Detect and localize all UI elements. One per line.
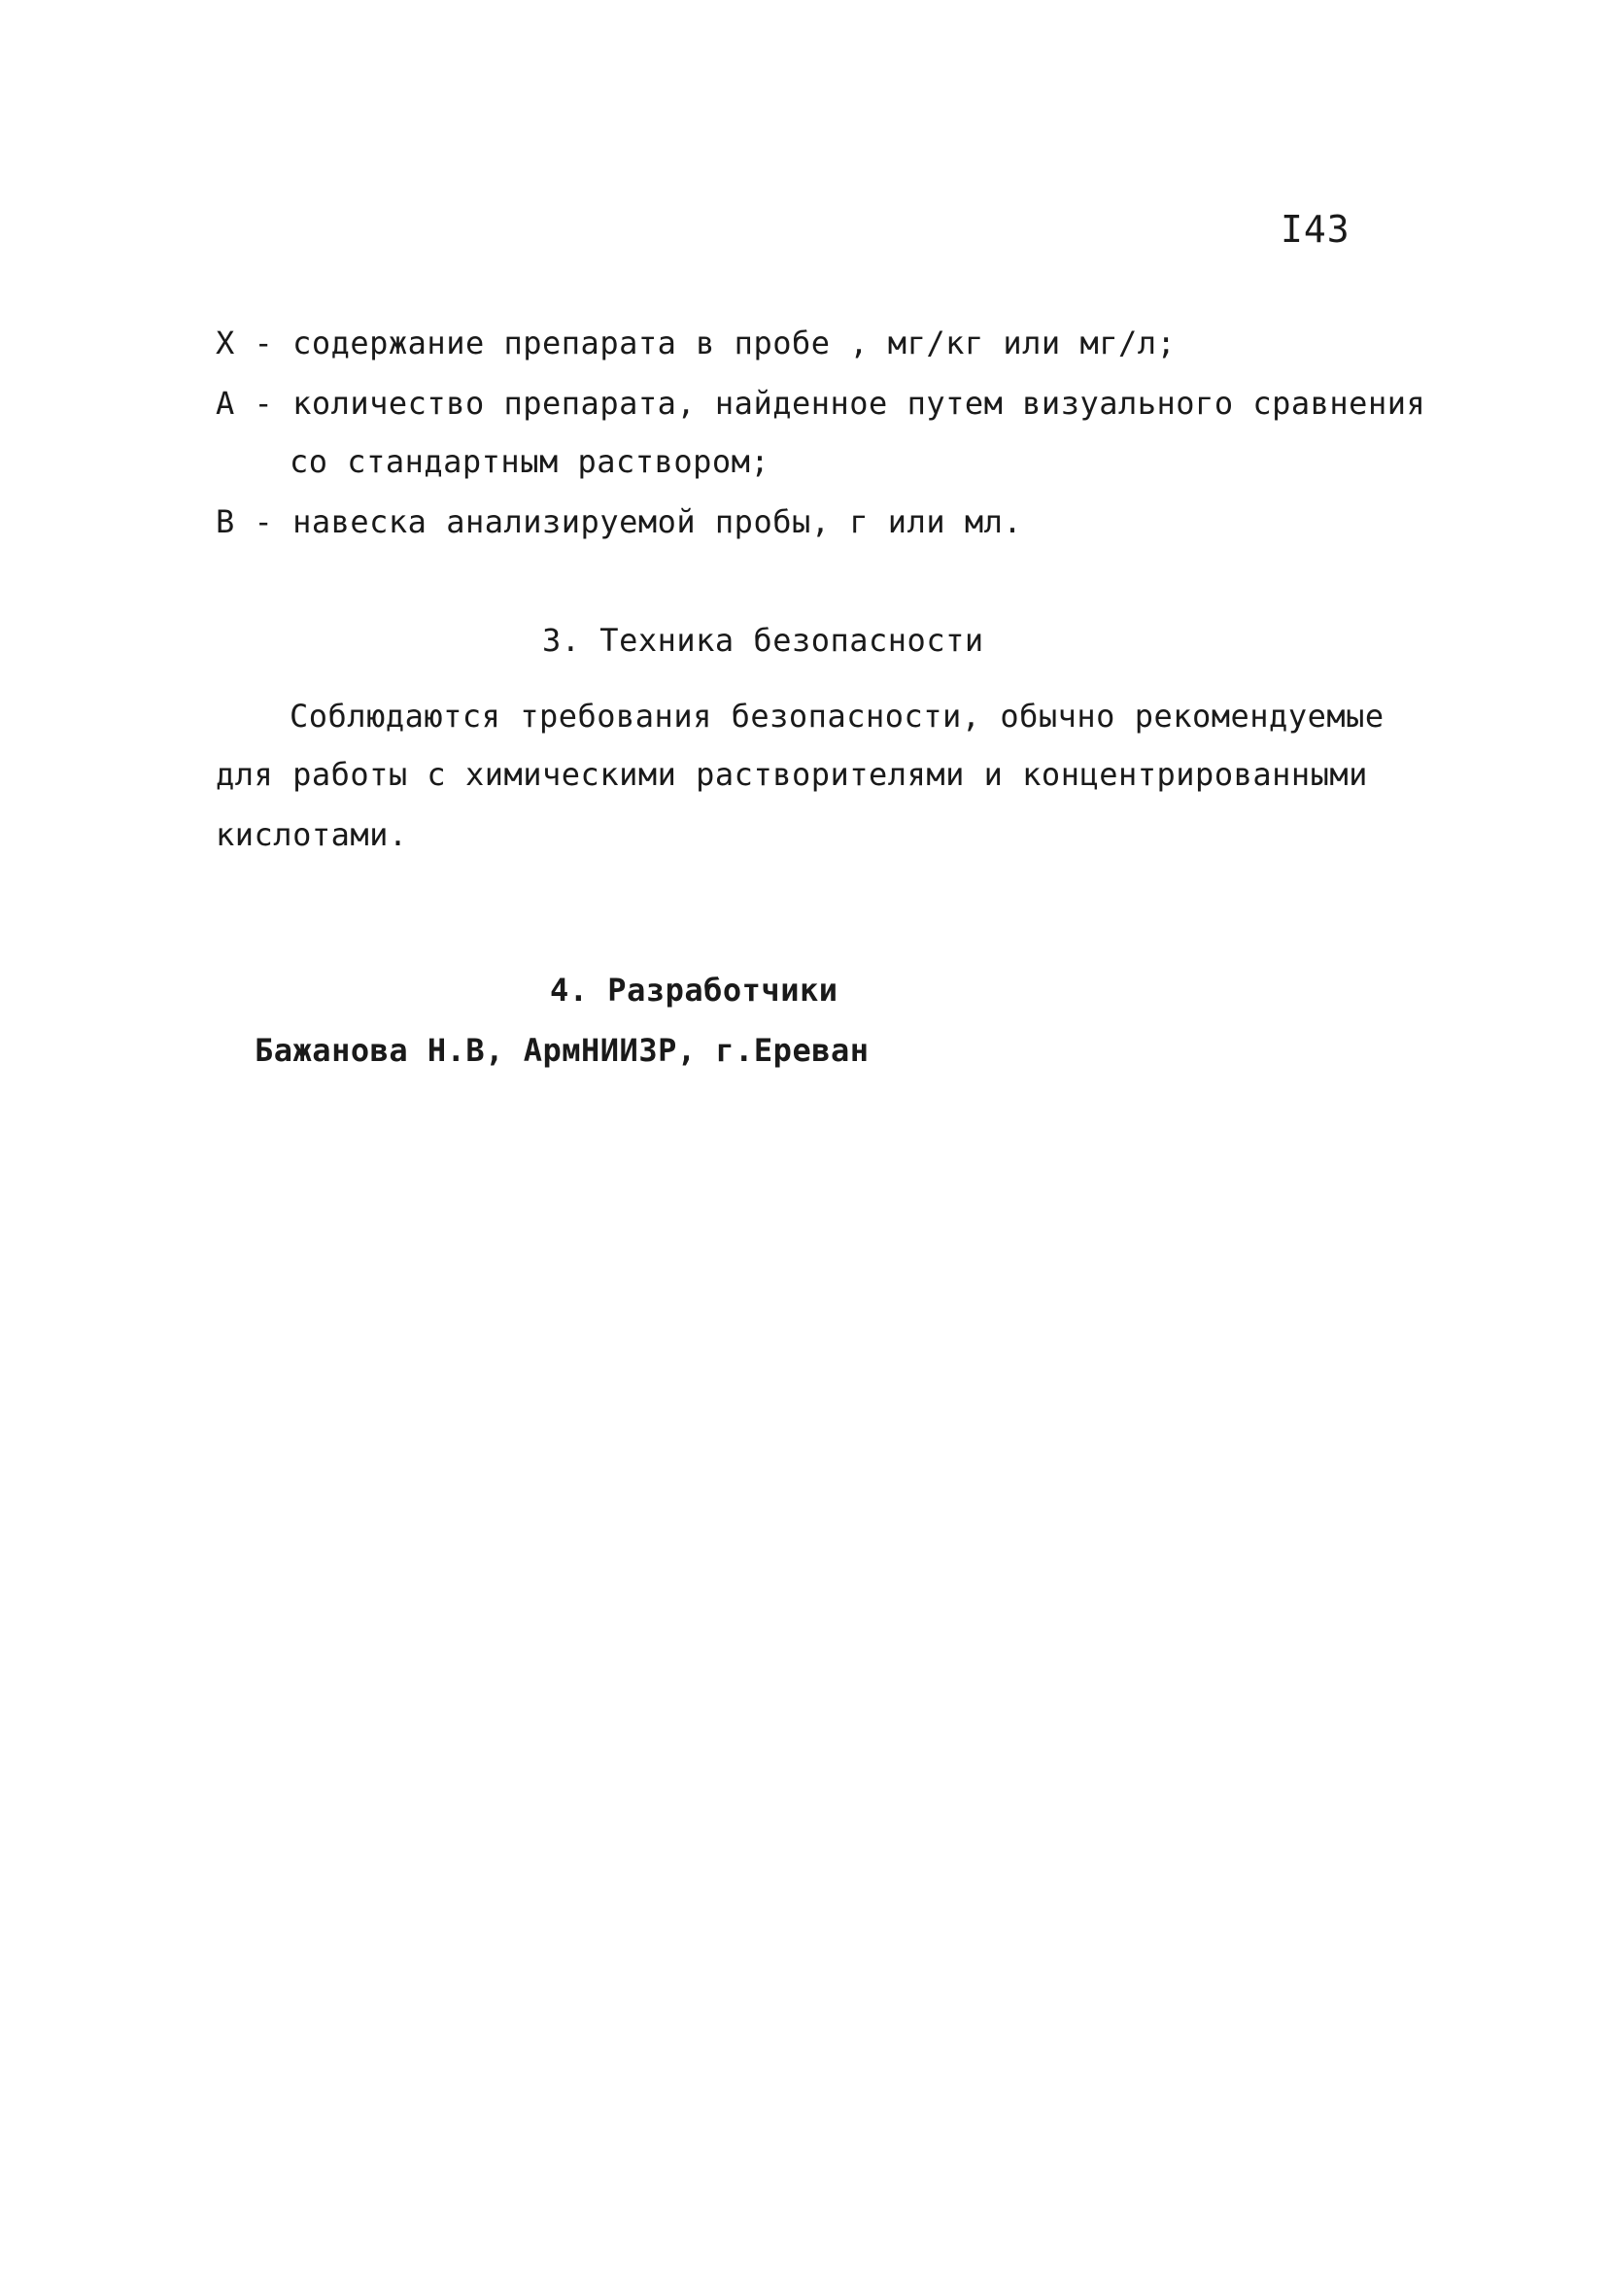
section-3-paragraph-line-3: кислотами. <box>216 816 408 853</box>
definition-b: В - навеска анализируемой пробы, г или мл. <box>216 503 1023 540</box>
section-3-heading: 3. Техника безопасности <box>542 622 984 659</box>
author-line: Бажанова Н.В, АрмНИИЗР, г.Ереван <box>255 1032 870 1069</box>
definition-x: X - содержание препарата в пробе , мг/кг или мг/л; <box>216 325 1177 361</box>
section-4-heading: 4. Разработчики <box>550 972 838 1009</box>
definition-a-continued: со стандартным раствором; <box>290 443 770 480</box>
definition-a: А - количество препарата, найденное путем визуального сравнения <box>216 385 1426 422</box>
page-number: I43 <box>1281 208 1351 251</box>
section-3-paragraph-line-2: для работы с химическими растворителями и концентрированными <box>216 756 1368 793</box>
section-3-paragraph-line-1: Соблюдаются требования безопасности, обычно рекомендуемые <box>290 698 1385 735</box>
